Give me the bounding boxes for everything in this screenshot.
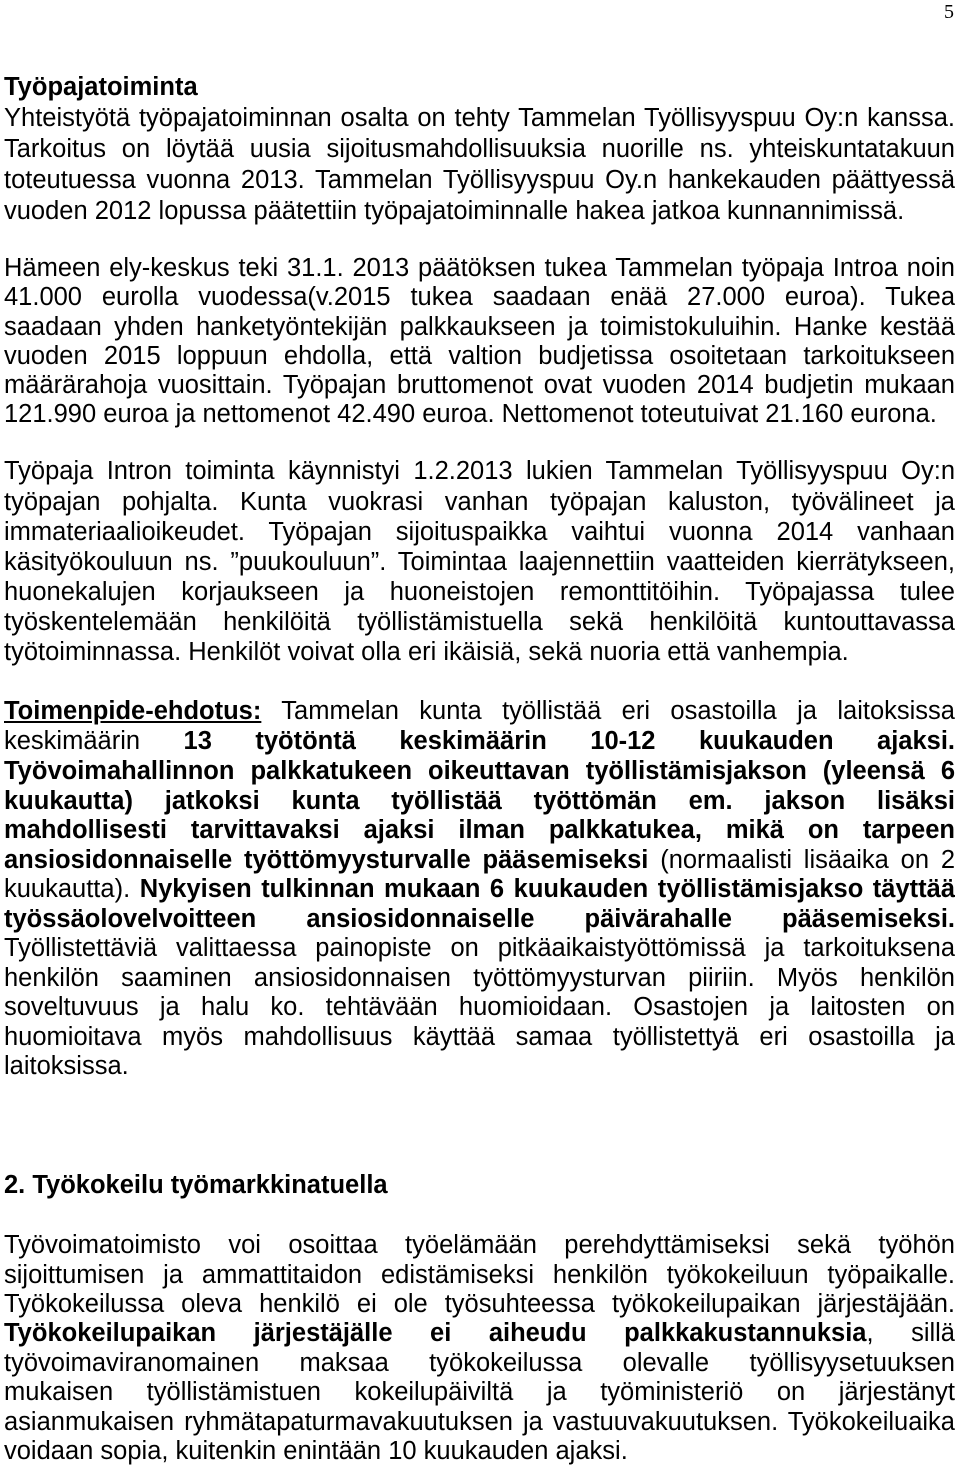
bold-text: 2. Työkokeilu työmarkkinatuella (4, 1171, 388, 1199)
text-line (4, 253, 955, 283)
text-line (4, 1051, 955, 1081)
text-line (4, 1022, 955, 1052)
text-line (4, 1407, 955, 1437)
text-line (4, 1436, 955, 1466)
text-line (4, 1260, 955, 1290)
text-segment: soveltuvuus ja halu ko. tehtävään huomioidaan. Osastojen ja laitosten on (4, 993, 955, 1021)
bold-text: ansiosidonnaiselle työttömyysturvalle pääsemiseksi (4, 846, 649, 874)
bold-text: kuukautta) jatkoksi kunta työllistää työttömän em. jakson lisäksi (4, 787, 955, 815)
text-line (4, 282, 955, 312)
text-segment: työvoimaviranomainen maksaa työkokeilussa olevalle työllisyysetuuksen (4, 1349, 955, 1377)
bold-text: Työpajatoiminta (4, 73, 198, 101)
text-segment: Tammelan kunta työllistää eri osastoilla ja laitoksissa (261, 697, 955, 725)
text-line (4, 103, 955, 133)
text-segment: toteutuessa vuonna 2013. Tammelan Työllisyyspuu Oy.n hankekauden päättyessä (4, 166, 955, 194)
text-segment: sijoittumisen ja ammattitaidon edistämiseksi henkilön työkokeiluun työpaikalle. (4, 1261, 955, 1289)
text-segment: immateriaalioikeudet. Työpajan sijoituspaikka vaihtui vuonna 2014 vanhaan (4, 518, 955, 546)
text-line (4, 399, 955, 429)
text-line (4, 134, 955, 164)
text-line (4, 904, 955, 934)
heading-line (4, 1170, 955, 1200)
text-line (4, 341, 955, 371)
text-line (4, 637, 955, 667)
text-line (4, 456, 955, 486)
text-line (4, 577, 955, 607)
text-line (4, 1289, 955, 1319)
text-segment: huomioitava myös mahdollisuus käyttää samaa työllistettyä eri osastoilla ja (4, 1023, 955, 1051)
text-segment: käsityökouluun ns. ”puukouluun”. Toimintaa laajennettiin vaatteiden kierrätykseen, (4, 548, 955, 576)
text-line (4, 786, 955, 816)
text-line (4, 1318, 955, 1348)
text-segment: henkilön saaminen ansiosidonnaisen työttömyysturvan piiriin. Myös henkilön (4, 964, 955, 992)
text-segment: Työpaja Intron toiminta käynnistyi 1.2.2013 lukien Tammelan Työllisyyspuu Oy:n (4, 457, 955, 485)
text-segment: Työkokeilussa oleva henkilö ei ole työsuhteessa työkokeilupaikan järjestäjään. (4, 1290, 955, 1318)
text-line (4, 607, 955, 637)
text-segment: Yhteistyötä työpajatoiminnan osalta on tehty Tammelan Työllisyyspuu Oy:n kanssa. (4, 104, 955, 132)
text-segment: vuoden 2012 lopussa päätettiin työpajatoiminnalle hakea jatkoa kunnannimissä. (4, 197, 905, 225)
text-segment: saadaan yhden hanketyöntekijän palkkaukseen ja toimistokuluihin. Hanke kestää (4, 313, 955, 341)
text-segment: työpajan pohjalta. Kunta vuokrasi vanhan työpajan kaluston, työvälineet ja (4, 488, 955, 516)
text-segment: työtoiminnassa. Henkilöt voivat olla eri ikäisiä, sekä nuoria että vanhempia. (4, 638, 849, 666)
text-segment: , sillä (866, 1319, 955, 1347)
text-line (4, 165, 955, 195)
text-segment: (normaalisti lisäaika on 2 (648, 846, 955, 874)
text-segment: keskimäärin (4, 727, 184, 755)
heading-line (4, 72, 955, 102)
text-line (4, 696, 955, 726)
text-line (4, 1348, 955, 1378)
text-line (4, 517, 955, 547)
bold-text: työssäolovelvoitteen ansiosidonnaiselle päivärahalle pääsemiseksi. (4, 905, 955, 933)
text-segment: 121.990 euroa ja nettomenot 42.490 euroa. Nettomenot toteutuivat 21.160 eurona. (4, 400, 937, 428)
text-line (4, 815, 955, 845)
text-line (4, 874, 955, 904)
bold-text: Työkokeilupaikan järjestäjälle ei aiheudu palkkakustannuksia (4, 1319, 867, 1347)
text-segment: huonekalujen korjaukseen ja huoneistojen remonttitöihin. Työpajassa tulee (4, 578, 955, 606)
text-segment: laitoksissa. (4, 1052, 129, 1080)
text-segment: määrärahoja vuosittain. Työpajan bruttomenot ovat vuoden 2014 budjetin mukaan (4, 371, 955, 399)
text-segment: mukaisen työllistämistuen kokeilupäiviltä ja työministeriö on järjestänyt (4, 1378, 955, 1406)
text-segment: Työllistettäviä valittaessa painopiste on pitkäaikaistyöttömissä ja tarkoituksena (4, 934, 955, 962)
text-segment: Tarkoitus on löytää uusia sijoitusmahdollisuuksia nuorille ns. yhteiskuntatakuun (4, 135, 955, 163)
bold-text: 13 työtöntä keskimäärin 10-12 kuukauden ajaksi. (183, 727, 955, 755)
text-line (4, 312, 955, 342)
text-line (4, 1230, 955, 1260)
text-segment: kuukautta). (4, 875, 140, 903)
text-line (4, 992, 955, 1022)
text-line (4, 487, 955, 517)
text-line (4, 963, 955, 993)
text-segment: Työvoimatoimisto voi osoittaa työelämään perehdyttämiseksi sekä työhön (4, 1231, 955, 1259)
text-line (4, 1377, 955, 1407)
text-segment: työskentelemään henkilöitä työllistämistuella sekä henkilöitä kuntouttavassa (4, 608, 955, 636)
underlined-label: Toimenpide-ehdotus: (4, 697, 262, 725)
text-line (4, 196, 955, 226)
bold-text: Työvoimahallinnon palkkatukeen oikeuttavan työllistämisjakson (yleensä 6 (4, 757, 955, 785)
text-line (4, 756, 955, 786)
bold-text: Nykyisen tulkinnan mukaan 6 kuukauden työllistämisjakso täyttää (139, 875, 955, 903)
text-line (4, 845, 955, 875)
text-segment: asianmukaisen ryhmätapaturmavakuutuksen ja vastuuvakuutuksen. Työkokeiluaika (4, 1408, 955, 1436)
text-segment: voidaan sopia, kuitenkin enintään 10 kuukauden ajaksi. (4, 1437, 628, 1465)
page-number: 5 (944, 1, 954, 23)
text-segment: vuoden 2015 loppuun ehdolla, että valtion budjetissa osoitetaan tarkoitukseen (4, 342, 955, 370)
text-line (4, 370, 955, 400)
text-line (4, 547, 955, 577)
text-line (4, 933, 955, 963)
text-line (4, 726, 955, 756)
text-segment: Hämeen ely-keskus teki 31.1. 2013 päätöksen tukea Tammelan työpaja Introa noin (4, 254, 955, 282)
bold-text: mahdollisesti tarvittavaksi ajaksi ilman palkkatukea, mikä on tarpeen (4, 816, 955, 844)
text-segment: 41.000 eurolla vuodessa(v.2015 tukea saadaan enää 27.000 euroa). Tukea (4, 283, 955, 311)
